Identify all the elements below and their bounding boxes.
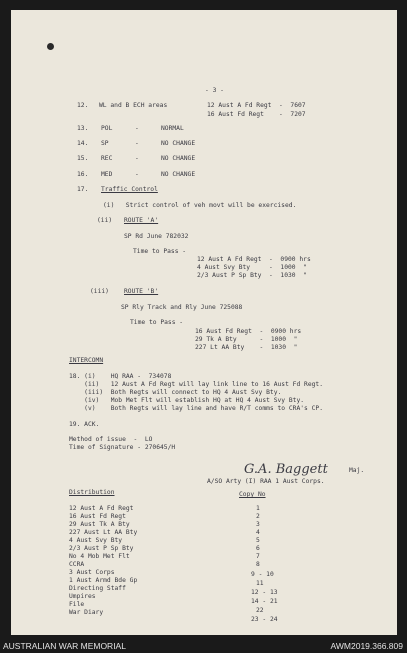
distribution-copy: 8 <box>256 561 260 568</box>
distribution-copy: 6 <box>256 545 260 552</box>
method-of-issue: Method of issue - LO <box>69 436 153 443</box>
distribution-copy: 23 - 24 <box>251 616 278 623</box>
traffic-number: 17. <box>77 186 89 193</box>
item-dash: - <box>135 140 139 147</box>
distribution-copy: 14 - 21 <box>251 598 278 605</box>
item-value: NO CHANGE <box>161 155 196 162</box>
item-dash: - <box>135 155 139 162</box>
item-value: 12 Aust A Fd Regt - 7607 <box>207 102 306 109</box>
distribution-copy: 5 <box>256 537 260 544</box>
distribution-heading: Distribution <box>69 489 115 496</box>
distribution-copy: 4 <box>256 529 260 536</box>
distribution-unit: 1 Aust Armd Bde Gp <box>69 577 138 584</box>
item-number: 15. <box>77 155 89 162</box>
item-number: 12. <box>77 102 89 109</box>
signatory-title: A/SO Arty (I) RAA 1 Aust Corps. <box>207 478 325 485</box>
route-b-sp: SP Rly Track and Rly June 725088 <box>121 304 243 311</box>
item-dash: - <box>135 171 139 178</box>
item-number: 16. <box>77 171 89 178</box>
distribution-unit: 3 Aust Corps <box>69 569 115 576</box>
distribution-unit: 227 Aust Lt AA Bty <box>69 529 138 536</box>
traffic-para-num: (ii) <box>97 217 113 224</box>
distribution-copy: 9 - 10 <box>251 571 274 578</box>
route-a-time-to-pass: Time to Pass - <box>133 248 187 255</box>
signatory-rank: Maj. <box>349 467 365 474</box>
item-label: SP <box>101 140 109 147</box>
route-a-sp: SP Rd June 782032 <box>124 233 189 240</box>
route-b-row: 16 Aust Fd Regt - 0900 hrs <box>195 328 302 335</box>
distribution-copy: 12 - 13 <box>251 589 278 596</box>
time-of-signature: Time of Signature - 270645/H <box>69 444 176 451</box>
distribution-copy: 22 <box>256 607 264 614</box>
footer-bar <box>0 637 407 653</box>
distribution-unit: 4 Aust Svy Bty <box>69 537 123 544</box>
document-page <box>11 10 397 635</box>
distribution-unit: Umpires <box>69 593 96 600</box>
distribution-copy: 1 <box>256 505 260 512</box>
route-a-row: 12 Aust A Fd Regt - 0900 hrs <box>197 256 311 263</box>
intercomn-row: (ii) 12 Aust A Fd Regt will lay link line to 16 Aust Fd Regt. <box>69 381 324 388</box>
item-label: REC <box>101 155 113 162</box>
route-a-row: 4 Aust Svy Bty - 1000 " <box>197 264 307 271</box>
route-a-heading: ROUTE 'A' <box>124 217 159 224</box>
distribution-copy: 7 <box>256 553 260 560</box>
item-number: 14. <box>77 140 89 147</box>
item-value: NORMAL <box>161 125 184 132</box>
punch-hole <box>47 43 54 50</box>
traffic-para-i: (i) Strict control of veh movt will be exercised. <box>103 202 297 209</box>
distribution-copy: 3 <box>256 521 260 528</box>
traffic-heading: Traffic Control <box>101 186 158 193</box>
intercomn-heading: INTERCOMN <box>69 357 104 364</box>
route-a-row: 2/3 Aust P Sp Bty - 1030 " <box>197 272 307 279</box>
item-value: 16 Aust Fd Regt - 7207 <box>207 111 306 118</box>
ack-item: 19. ACK. <box>69 421 100 428</box>
distribution-copy: 2 <box>256 513 260 520</box>
distribution-copy: 11 <box>256 580 264 587</box>
item-label: WL and B ECH areas <box>99 102 168 109</box>
item-number: 13. <box>77 125 89 132</box>
item-value: NO CHANGE <box>161 140 196 147</box>
distribution-unit: 2/3 Aust P Sp Bty <box>69 545 134 552</box>
copy-no-heading: Copy No <box>239 491 266 498</box>
item-value: NO CHANGE <box>161 171 196 178</box>
distribution-unit: CCRA <box>69 561 85 568</box>
distribution-unit: No 4 Mob Met Flt <box>69 553 130 560</box>
footer-accession-number: AWM2019.366.809 <box>330 641 403 651</box>
route-b-row: 29 Tk A Bty - 1000 " <box>195 336 298 343</box>
item-dash: - <box>135 125 139 132</box>
route-b-heading: ROUTE 'B' <box>124 288 159 295</box>
handwritten-signature: G.A. Baggett <box>244 462 328 477</box>
page-number: - 3 - <box>205 87 224 94</box>
distribution-unit: Directing Staff <box>69 585 126 592</box>
route-b-time-to-pass: Time to Pass - <box>130 319 184 326</box>
footer-institution: AUSTRALIAN WAR MEMORIAL <box>3 641 126 651</box>
intercomn-row: (iv) Mob Met Flt will establish HQ at HQ 4 Aust Svy Bty. <box>69 397 305 404</box>
item-label: MED <box>101 171 113 178</box>
traffic-para-num: (iii) <box>90 288 109 295</box>
intercomn-row: (v) Both Regts will lay line and have R/T comms to CRA's CP. <box>69 405 324 412</box>
distribution-unit: War Diary <box>69 609 104 616</box>
route-b-row: 227 Lt AA Bty - 1030 " <box>195 344 298 351</box>
distribution-unit: 16 Aust Fd Regt <box>69 513 126 520</box>
intercomn-row: (iii) Both Regts will connect to HQ 4 Aust Svy Bty. <box>69 389 282 396</box>
item-label: POL <box>101 125 113 132</box>
distribution-unit: File <box>69 601 85 608</box>
intercomn-row: 18. (i) HQ RAA - 734078 <box>69 373 172 380</box>
distribution-unit: 29 Aust Tk A Bty <box>69 521 130 528</box>
distribution-unit: 12 Aust A Fd Regt <box>69 505 134 512</box>
